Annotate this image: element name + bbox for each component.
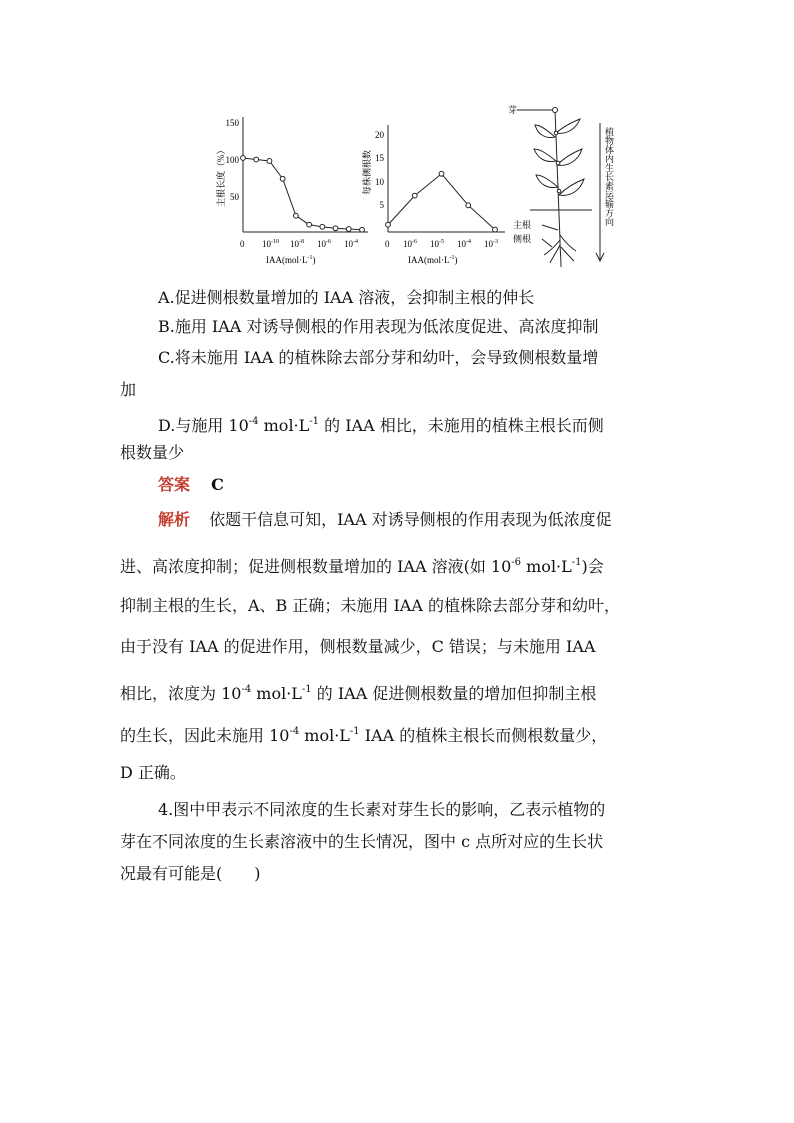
chart2-xtick: $10^{-5}$: [430, 239, 444, 249]
chart2-data-point: [412, 193, 417, 198]
answer-value: C: [211, 475, 224, 494]
question-figure: [210, 95, 625, 275]
chart1-ytick: 150: [225, 118, 239, 128]
chart1-xtick: $10^{-6}$: [317, 239, 331, 249]
chart1-xlabel: $IAA(mol\cdot L^{-1})$: [266, 255, 316, 265]
analysis-line4: 由于没有 IAA 的促进作用，侧根数量减少，C 错误；与未施用 IAA: [120, 637, 596, 656]
analysis-line2: 进、高浓度抑制；促进侧根数量增加的 IAA 溶液(如 $10^{-6}$ $mol\cdot L^{-1}$)会: [120, 557, 604, 576]
chart1-xticks: [240, 239, 358, 249]
chart2-ytick: 15: [375, 153, 384, 163]
question4-line1: 4.图中甲表示不同浓度的生长素对芽生长的影响，乙表示植物的: [158, 800, 606, 819]
chart1-data-point: [307, 222, 312, 227]
leaf-icon: [559, 179, 584, 195]
option-c-line2: 加: [120, 380, 137, 399]
main-root-pointer: [542, 225, 558, 230]
leaf-icon: [557, 149, 582, 165]
chart2-ylabel: 每株侧根数: [362, 149, 372, 195]
chart1-ylabel: 主根长度（%）: [216, 145, 226, 207]
chart2-data-point: [466, 203, 471, 208]
chart2-data-point: [493, 227, 498, 232]
chart2-xtick: $10^{-6}$: [403, 239, 417, 249]
chart2-ytick: 10: [375, 177, 384, 187]
transport-direction-label: 植物体内生长素运输方向: [604, 127, 614, 226]
analysis-line1: 解析 依题干信息可知，IAA 对诱导侧根的作用表现为低浓度促: [158, 510, 612, 529]
option-c-line1: C.将未施用 IAA 的植株除去部分芽和幼叶，会导致侧根数量增: [158, 348, 599, 367]
analysis-label: 解析: [158, 510, 191, 529]
chart2-xtick-zero: 0: [385, 239, 390, 249]
chart2-xticks: [385, 239, 498, 249]
chart2-xtick: $10^{-3}$: [484, 239, 498, 249]
bud-marker: [553, 108, 558, 113]
chart1-xtick: $10^{-4}$: [344, 239, 358, 249]
chart1-data-point: [320, 224, 325, 229]
chart1-data-point: [241, 156, 246, 161]
option-b: B.施用 IAA 对诱导侧根的作用表现为低浓度促进、高浓度抑制: [158, 317, 599, 336]
leaf-icon: [535, 125, 555, 138]
chart1-data-point: [333, 226, 338, 231]
chart1-data-point: [346, 227, 351, 232]
chart1-xtick: $10^{-8}$: [290, 239, 304, 249]
option-d-line1: D.与施用 $10^{-4}$ $mol\cdot L^{-1}$ 的 IAA 相比，未施用的植株主根长而侧: [158, 416, 604, 435]
main-root-label: 主根: [513, 220, 532, 230]
lateral-root-pointer: [542, 239, 552, 247]
chart1-xtick: $10^{-10}$: [262, 239, 279, 249]
leaf-icon: [556, 119, 580, 133]
chart1-data-point: [280, 176, 285, 181]
bud-label: 芽: [508, 105, 518, 115]
chart2-series-line: [388, 174, 495, 230]
chart-lateral-roots: [361, 125, 505, 265]
question4-line3: 况最有可能是( ): [120, 864, 261, 883]
chart2-ytick: 5: [379, 200, 384, 210]
chart2-xlabel: $IAA(mol\cdot L^{-1})$: [408, 255, 458, 265]
chart1-xtick-zero: 0: [240, 239, 245, 249]
chart1-ytick: 100: [225, 155, 239, 165]
chart1-data-point: [267, 159, 272, 164]
analysis-line7: D 正确。: [120, 763, 186, 782]
analysis-line3: 抑制主根的生长，A、B 正确；未施用 IAA 的植株除去部分芽和幼叶，: [120, 596, 621, 615]
option-a: A.促进侧根数量增加的 IAA 溶液，会抑制主根的伸长: [158, 288, 535, 307]
leaf-icon: [534, 149, 556, 162]
chart1-series-line: [243, 158, 362, 230]
option-d-line2: 根数量少: [120, 443, 185, 462]
chart1-data-point: [254, 157, 259, 162]
chart2-ytick: 20: [375, 130, 384, 140]
plant-stem: [555, 110, 560, 240]
chart1-yticks: [226, 118, 240, 202]
answer-line: [158, 475, 718, 495]
chart2-yticks: [375, 130, 385, 210]
leaf-icon: [536, 175, 558, 188]
chart1-ytick: 50: [230, 192, 239, 202]
analysis-line6: 的生长，因此未施用 $10^{-4}$ $mol\cdot L^{-1}$ IAA 的植株主根长而侧根数量少，: [120, 726, 608, 745]
chart1-data-point: [360, 227, 365, 232]
chart2-xtick: $10^{-4}$: [457, 239, 471, 249]
chart2-data-point: [439, 171, 444, 176]
chart-main-root: [215, 117, 368, 265]
question4-line2: 芽在不同浓度的生长素溶液中的生长情况，图中 c 点所对应的生长状: [120, 832, 604, 851]
analysis-line5: 相比，浓度为 $10^{-4}$ $mol\cdot L^{-1}$ 的 IAA 促进侧根数量的增加但抑制主根: [120, 684, 597, 703]
chart2-points: [386, 171, 498, 232]
figure-svg: [210, 95, 625, 275]
lateral-root-label: 侧根: [513, 234, 532, 244]
answer-label: 答案: [158, 475, 191, 494]
chart2-data-point: [386, 222, 391, 227]
chart1-data-point: [293, 213, 298, 218]
